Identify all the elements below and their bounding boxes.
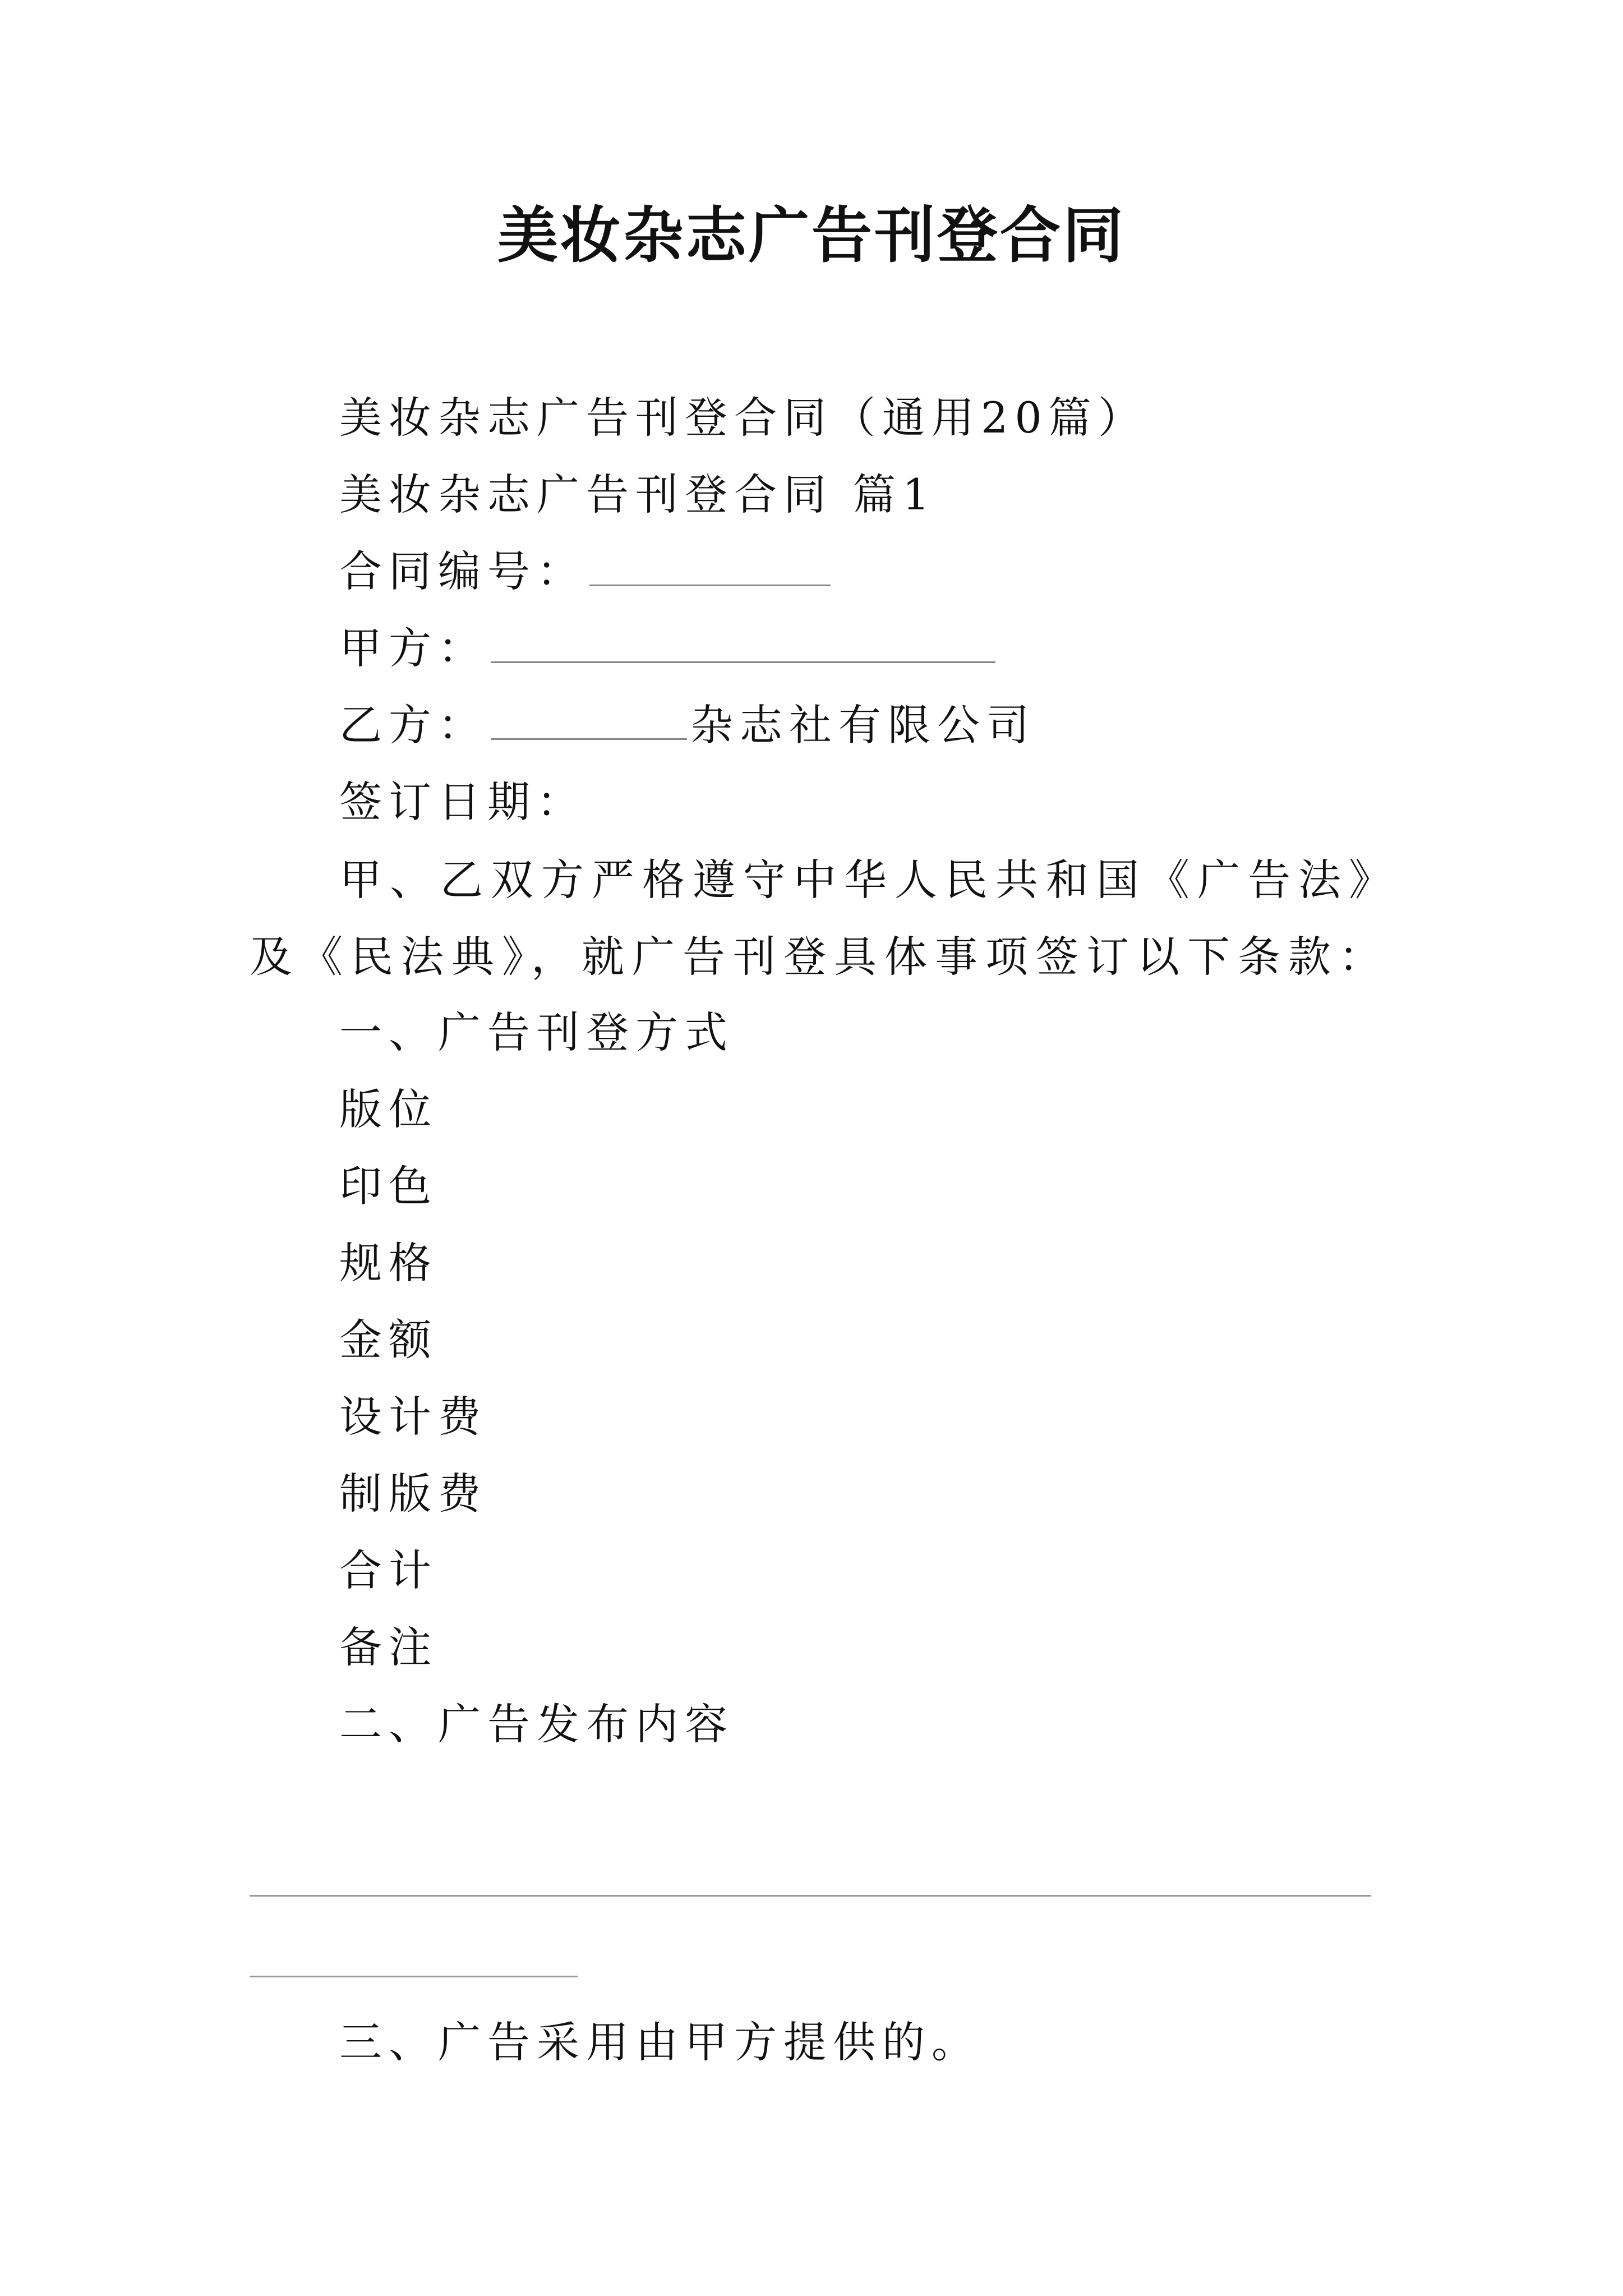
- intro-paragraph: 甲、乙双方严格遵守中华人民共和国《广告法》及《民法典》，就广告刊登具体事项签订以下条款：: [250, 855, 1389, 982]
- clause-1-item: 合计: [339, 1545, 438, 1595]
- party-a-line: [339, 618, 999, 679]
- document-subtitle: 美妆杂志广告刊登合同（通用20篇）: [339, 393, 1147, 443]
- contract-number-line: [339, 541, 834, 602]
- party-a-blank: [491, 628, 995, 663]
- contract-number-label: 合同编号：: [339, 546, 586, 596]
- party-b-label: 乙方：: [339, 700, 487, 750]
- document-title: 美妆杂志广告刊登合同: [497, 200, 1126, 271]
- clause-1-item: 备注: [339, 1622, 438, 1672]
- party-b-blank: [491, 705, 687, 740]
- section-heading: 美妆杂志广告刊登合同 篇1: [339, 470, 937, 519]
- clause-1-item: 制版费: [339, 1469, 487, 1519]
- content-blank-line-1: [250, 1895, 1371, 1897]
- clause-2-heading: 二、广告发布内容: [339, 1699, 734, 1749]
- clause-1-item: 规格: [339, 1238, 438, 1288]
- clause-1-item: 版位: [339, 1084, 438, 1134]
- content-blank-line-2: [250, 1976, 578, 1977]
- clause-1-item: 金额: [339, 1315, 438, 1365]
- party-a-label: 甲方：: [339, 623, 487, 673]
- party-b-suffix: 杂志社有限公司: [690, 700, 1036, 750]
- clause-1-item: 印色: [339, 1161, 438, 1211]
- clause-3-text: 三、广告采用由甲方提供的。: [339, 2017, 981, 2067]
- sign-date-label: 签订日期：: [339, 777, 586, 827]
- clause-1-heading: 一、广告刊登方式: [339, 1007, 734, 1057]
- clause-1-item: 设计费: [339, 1392, 487, 1442]
- party-b-line: [339, 694, 1036, 756]
- contract-number-blank: [589, 551, 831, 586]
